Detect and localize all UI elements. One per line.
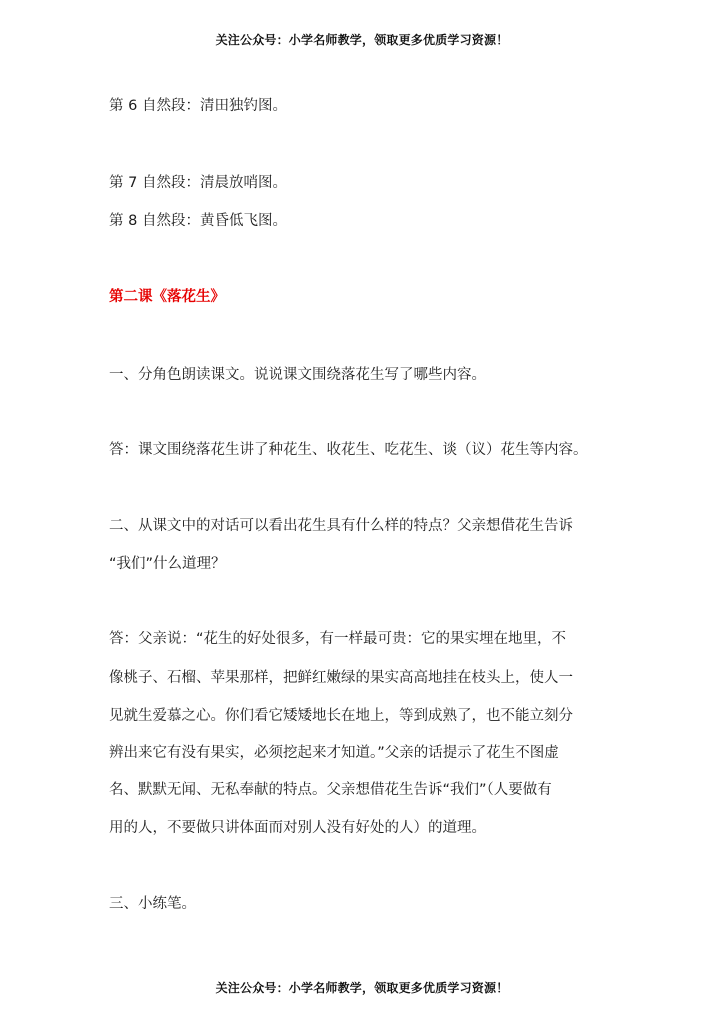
paragraph-6-line: 第 6 自然段：清田独钓图。 bbox=[109, 98, 287, 114]
answer-2-line-2: 像桃子、石榴、苹果那样，把鲜红嫩绿的果实高高地挂在枝头上，使人一 bbox=[109, 670, 573, 686]
question-3: 三、小练笔。 bbox=[109, 896, 196, 912]
question-2-line-1: 二、从课文中的对话可以看出花生具有什么样的特点？父亲想借花生告诉 bbox=[109, 518, 573, 534]
answer-2-line-5: 名、默默无闻、无私奉献的特点。父亲想借花生告诉“我们”（人要做有 bbox=[109, 782, 552, 798]
lesson-heading: 第二课《落花生》 bbox=[109, 289, 225, 305]
answer-2-line-6: 用的人，不要做只讲体面而对别人没有好处的人）的道理。 bbox=[109, 820, 486, 836]
answer-1: 答：课文围绕落花生讲了种花生、收花生、吃花生、谈（议）花生等内容。 bbox=[109, 442, 588, 458]
question-1: 一、分角色朗读课文。说说课文围绕落花生写了哪些内容。 bbox=[109, 367, 486, 383]
paragraph-7-line: 第 7 自然段：清晨放哨图。 bbox=[109, 175, 287, 191]
page-header: 关注公众号：小学名师教学，领取更多优质学习资源！ bbox=[215, 33, 509, 47]
answer-2-line-4: 辨出来它有没有果实，必须挖起来才知道。”父亲的话提示了花生不图虚 bbox=[109, 745, 559, 761]
question-2-line-2: “我们”什么道理？ bbox=[109, 556, 226, 572]
answer-2-line-1: 答：父亲说：“花生的好处很多，有一样最可贵：它的果实埋在地里，不 bbox=[109, 631, 567, 647]
page-footer: 关注公众号：小学名师教学，领取更多优质学习资源！ bbox=[215, 981, 509, 995]
answer-2-line-3: 见就生爱慕之心。你们看它矮矮地长在地上，等到成熟了，也不能立刻分 bbox=[109, 708, 573, 724]
paragraph-8-line: 第 8 自然段：黄昏低飞图。 bbox=[109, 213, 287, 229]
